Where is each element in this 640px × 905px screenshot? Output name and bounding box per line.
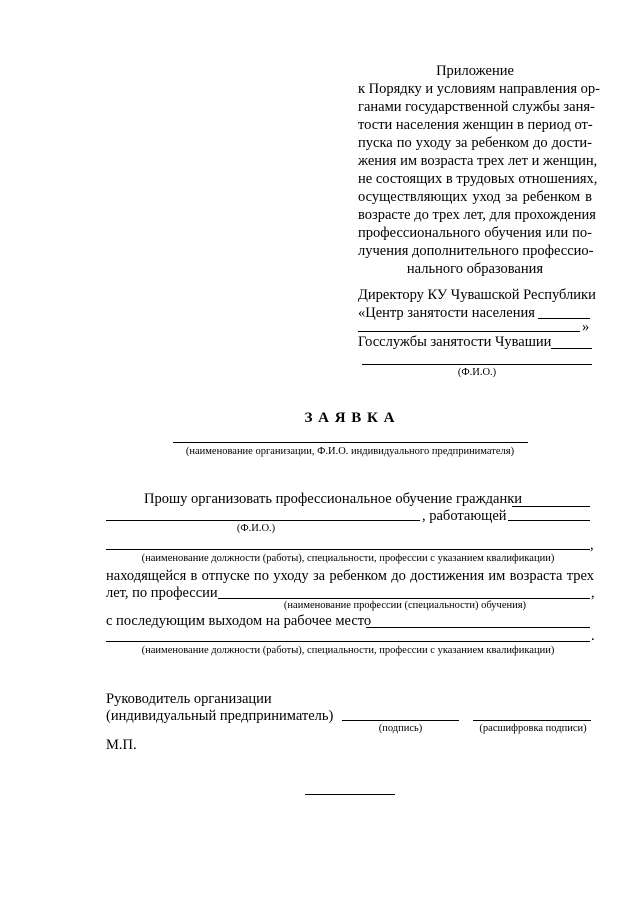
appendix-line: пуска по уходу за ребенком до дости- (358, 135, 592, 151)
body-paragraph-1: Прошу организовать профессиональное обучение гражданки (144, 491, 523, 507)
appendix-line: к Порядку и условиям направления ор- (358, 81, 600, 97)
addressee-fio-caption: (Ф.И.О.) (457, 367, 497, 378)
appendix-line: лучения дополнительного профессио- (358, 243, 594, 259)
citizen-fill-line[interactable] (512, 506, 590, 507)
profession-label: лет, по профессии (106, 585, 218, 601)
stamp-label: М.П. (106, 737, 137, 753)
signature-line-2: (индивидуальный предприниматель) (106, 708, 334, 724)
addressee-quote-end: » (582, 319, 590, 335)
signature-decode-line[interactable] (473, 720, 591, 721)
addressee-line-4: Госслужбы занятости Чувашии (358, 334, 552, 350)
appendix-line: жения им возраста трех лет и женщин, (358, 153, 598, 169)
workplace-line[interactable] (366, 627, 590, 628)
workplace-label: с последующим выходом на рабочее место (106, 613, 372, 629)
appendix-line: ганами государственной службы заня- (358, 99, 595, 115)
footer-divider (305, 794, 395, 795)
organization-caption: (наименование организации, Ф.И.О. индивидуального предпринимателя) (185, 446, 515, 457)
working-text: , работающей (422, 508, 507, 524)
comma-1: , (590, 537, 594, 553)
appendix-line: тости населения женщин в период от- (358, 117, 593, 133)
fio-line[interactable] (106, 520, 420, 521)
addressee-fill-line-2[interactable] (358, 331, 580, 332)
appendix-line: осуществляющих уход за ребенком в (358, 189, 592, 205)
signature-line-1: Руководитель организации (106, 691, 272, 707)
profession-caption: (наименование профессии (специальности) обучения) (283, 600, 527, 611)
body-paragraph-2: находящейся в отпуске по уходу за ребенком до достижения им возраста трех (106, 568, 594, 584)
workplace-fill-line[interactable] (508, 520, 590, 521)
profession-line[interactable] (218, 598, 590, 599)
appendix-line: профессионального обучения или по- (358, 225, 592, 241)
comma-2: , (591, 585, 595, 601)
position-caption-1: (наименование должности (работы), специальности, профессии с указанием квалификации) (141, 553, 555, 564)
addressee-line-2: «Центр занятости населения (358, 305, 535, 321)
position-caption-2: (наименование должности (работы), специальности, профессии с указанием квалификации) (141, 645, 555, 656)
fio-caption: (Ф.И.О.) (236, 523, 276, 534)
signature-caption: (подпись) (378, 723, 423, 734)
position-line-2[interactable] (106, 641, 590, 642)
appendix-line: возрасте до трех лет, для прохождения (358, 207, 596, 223)
addressee-fill-line-3[interactable] (551, 348, 592, 349)
appendix-text (358, 80, 600, 278)
addressee-line-1: Директору КУ Чувашской Республики (358, 287, 596, 303)
appendix-line: не состоящих в трудовых отношениях, (358, 171, 598, 187)
appendix-title: Приложение (436, 63, 514, 79)
period: . (591, 628, 595, 644)
addressee-fio-line[interactable] (362, 364, 592, 365)
position-line-1[interactable] (106, 549, 590, 550)
appendix-last-line: нального образования (406, 261, 544, 277)
signature-line[interactable] (342, 720, 459, 721)
page-title: З А Я В К А (304, 410, 396, 426)
signature-decode-caption: (расшифровка подписи) (479, 723, 587, 734)
organization-line[interactable] (173, 442, 528, 443)
